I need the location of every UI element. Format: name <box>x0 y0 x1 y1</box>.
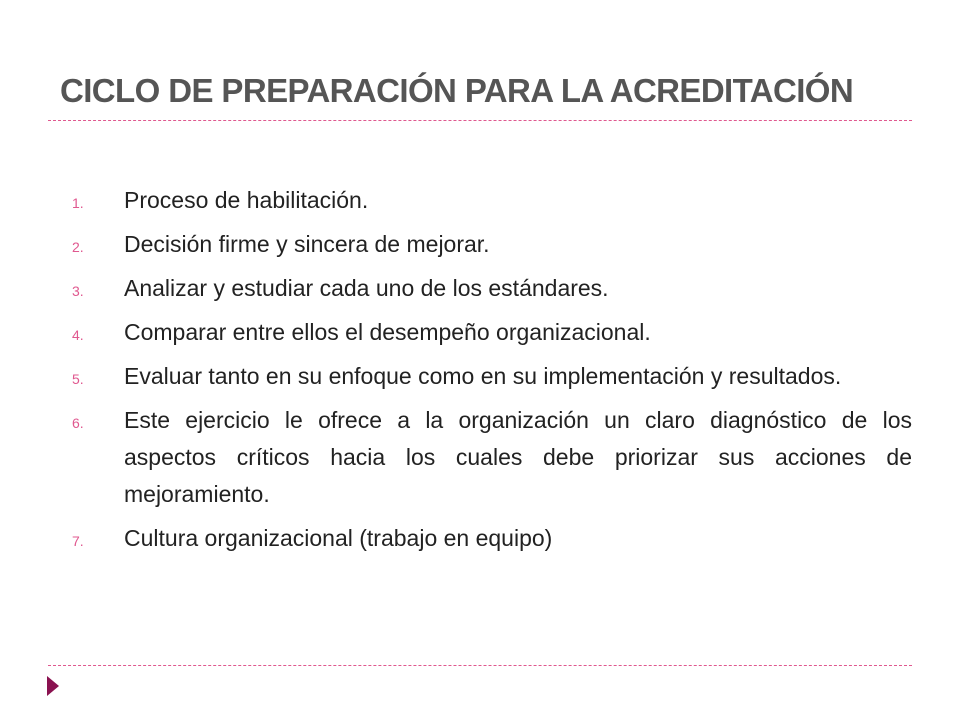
list-item-text: Cultura organizacional (trabajo en equipo) <box>124 525 553 551</box>
list-item-text: Proceso de habilitación. <box>124 187 369 213</box>
title-divider <box>48 120 912 121</box>
list-item-text: Evaluar tanto en su enfoque como en su implementación y resultados. <box>124 363 842 389</box>
list-item-number: 7. <box>72 533 84 549</box>
list-item <box>72 182 912 219</box>
list-item-number: 1. <box>72 195 84 211</box>
list-item-number: 4. <box>72 327 84 343</box>
list-item-text: Comparar entre ellos el desempeño organizacional. <box>124 319 651 345</box>
list-item <box>72 226 912 263</box>
list-item-number: 2. <box>72 239 84 255</box>
list-item-number: 6. <box>72 415 84 431</box>
list-item-text: Analizar y estudiar cada uno de los estándares. <box>124 275 609 301</box>
list-item <box>72 520 912 557</box>
list-item-number: 3. <box>72 283 84 299</box>
list-item <box>72 358 912 395</box>
list-item-text: Decisión firme y sincera de mejorar. <box>124 231 490 257</box>
list-item <box>72 270 912 307</box>
list-item-text: Este ejercicio le ofrece a la organización un claro diagnóstico de los aspectos críticos hacia los cuales debe priorizar sus acciones de mejoramiento. <box>124 407 912 507</box>
list-item <box>72 402 912 513</box>
triangle-right-icon <box>47 676 59 696</box>
footer-divider <box>48 665 912 666</box>
numbered-list <box>72 182 912 564</box>
slide-title: CICLO DE PREPARACIÓN PARA LA ACREDITACIÓN <box>60 72 854 109</box>
list-item <box>72 314 912 351</box>
list-item-number: 5. <box>72 371 84 387</box>
